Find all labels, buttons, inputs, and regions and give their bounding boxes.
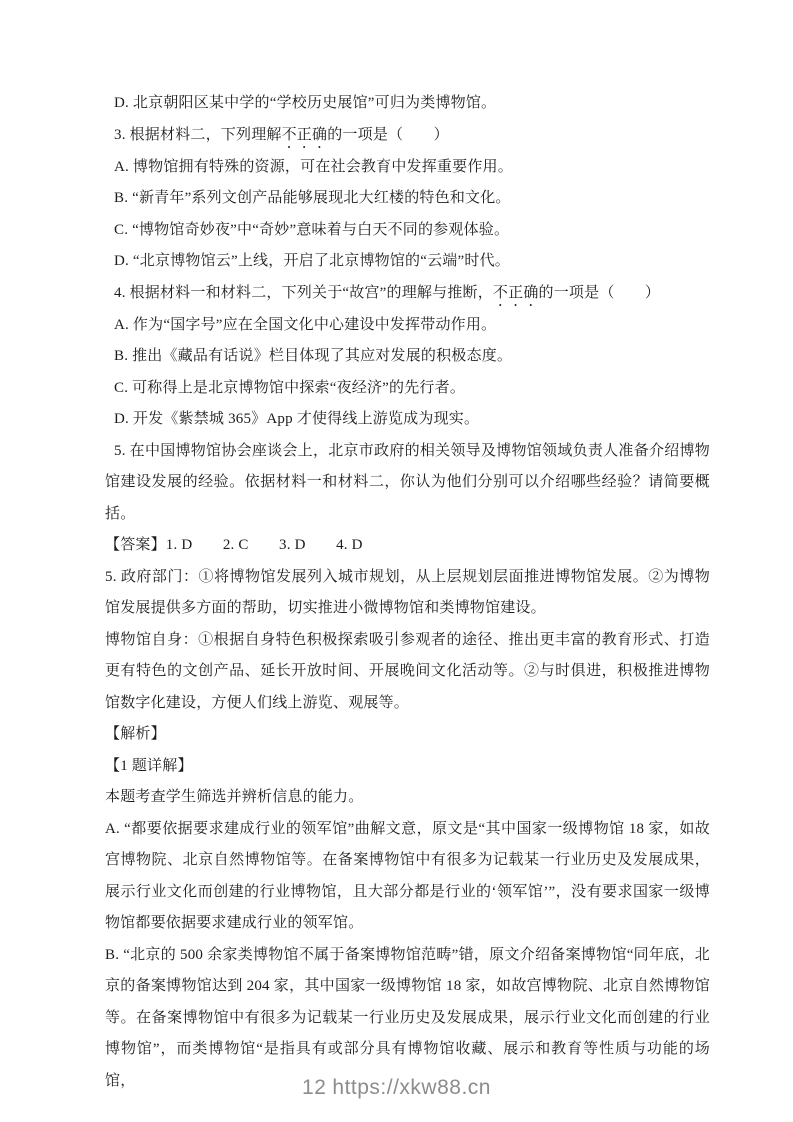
answer-5-museum: 博物馆自身：①根据自身特色积极探索吸引参观者的途径、推出更丰富的教育形式、打造更有特色的文创产品、延长开放时间、开展晚间文化活动等。②与时俱进，积极推进博物馆数字化建设，方便人们线上游览、观展等。 xyxy=(105,631,710,711)
page-footer xyxy=(0,1076,793,1100)
answer-5-government: 5. 政府部门：①将博物馆发展列入城市规划，从上层规划层面推进博物馆发展。②为博物馆发展提供多方面的帮助，切实推进小微博物馆和类博物馆建设。 xyxy=(105,568,710,616)
footer-watermark-url: https://xkw88.cn xyxy=(332,1076,491,1099)
question-4-option-a: A. 作为“国字号”应在全国文化中心建设中发挥带动作用。 xyxy=(114,316,497,333)
question-3-post: 的一项是（ ） xyxy=(327,126,449,143)
question-5-stem: 5. 在中国博物馆协会座谈会上，北京市政府的相关领导及博物馆领域负责人准备介绍博物馆建设发展的经验。依据材料一和材料二，你认为他们分别可以介绍哪些经验？请简要概括。 xyxy=(105,442,710,522)
analysis-option-b: B. “北京的 500 余家类博物馆不属于备案博物馆范畴”错，原文介绍备案博物馆“同年底，北京的备案博物馆达到 204 家，其中国家一级博物馆 18 家，如故宫博物院、北京自然博物馆等。在备案博物馆中有很多为记载某一行业历史及发展成果，展示行业文化而创建的行业博物馆”，而类博物馆“是指具有或部分具有博物馆收藏、展示和教育等性质与功能的场馆， xyxy=(105,946,710,1089)
analysis-option-a: A. “都要依据要求建成行业的领军馆”曲解文意，原文是“其中国家一级博物馆 18 家，如故宫博物院、北京自然博物馆等。在备案博物馆中有很多为记载某一行业历史及发展成果，展示行业文化而创建的行业博物馆，且大部分都是行业的‘领军馆’”，没有要求国家一级博物馆都要依据要求建成行业的领军馆。 xyxy=(105,820,710,931)
analysis-header: 【解析】 xyxy=(105,726,166,742)
question-4-emphasis: 不正确 xyxy=(492,284,539,301)
page-number: 12 xyxy=(302,1076,327,1099)
question-3-stem xyxy=(105,120,710,152)
question-3-emphasis: 不正确 xyxy=(281,126,328,143)
question-4-option-b: B. 推出《藏品有话说》栏目体现了其应对发展的积极态度。 xyxy=(114,348,513,364)
question-3-option-a: A. 博物馆拥有特殊的资源，可在社会教育中发挥重要作用。 xyxy=(114,158,513,175)
option-2d-line: D. 北京朝阳区某中学的“学校历史展馆”可归为类博物馆。 xyxy=(114,95,497,111)
question-3-option-b: B. “新青年”系列文创产品能够展现北大红楼的特色和文化。 xyxy=(114,190,511,206)
question-4-pre: 4. 根据材料一和材料二，下列关于“故宫”的理解与推断， xyxy=(114,284,493,301)
exam-text-block xyxy=(105,88,710,1097)
question-4-post: 的一项是（ ） xyxy=(538,284,661,301)
question-3-option-d: D. “北京博物馆云”上线，开启了北京博物馆的“云端”时代。 xyxy=(114,253,510,269)
question-4-option-d: D. 开发《紫禁城 365》App 才使得线上游览成为现实。 xyxy=(114,411,480,427)
question-4-option-c: C. 可称得上是北京博物馆中探索“夜经济”的先行者。 xyxy=(114,379,466,396)
question-3-option-c: C. “博物馆奇妙夜”中“奇妙”意味着与白天不同的参观体验。 xyxy=(114,221,510,238)
answer-key-line: 【答案】1. D 2. C 3. D 4. D xyxy=(105,537,363,553)
question-1-analysis-header: 【1 题详解】 xyxy=(105,757,193,774)
question-4-stem xyxy=(105,278,710,310)
analysis-intro: 本题考查学生筛选并辨析信息的能力。 xyxy=(105,789,364,805)
question-3-pre: 3. 根据材料二，下列理解 xyxy=(114,126,282,143)
